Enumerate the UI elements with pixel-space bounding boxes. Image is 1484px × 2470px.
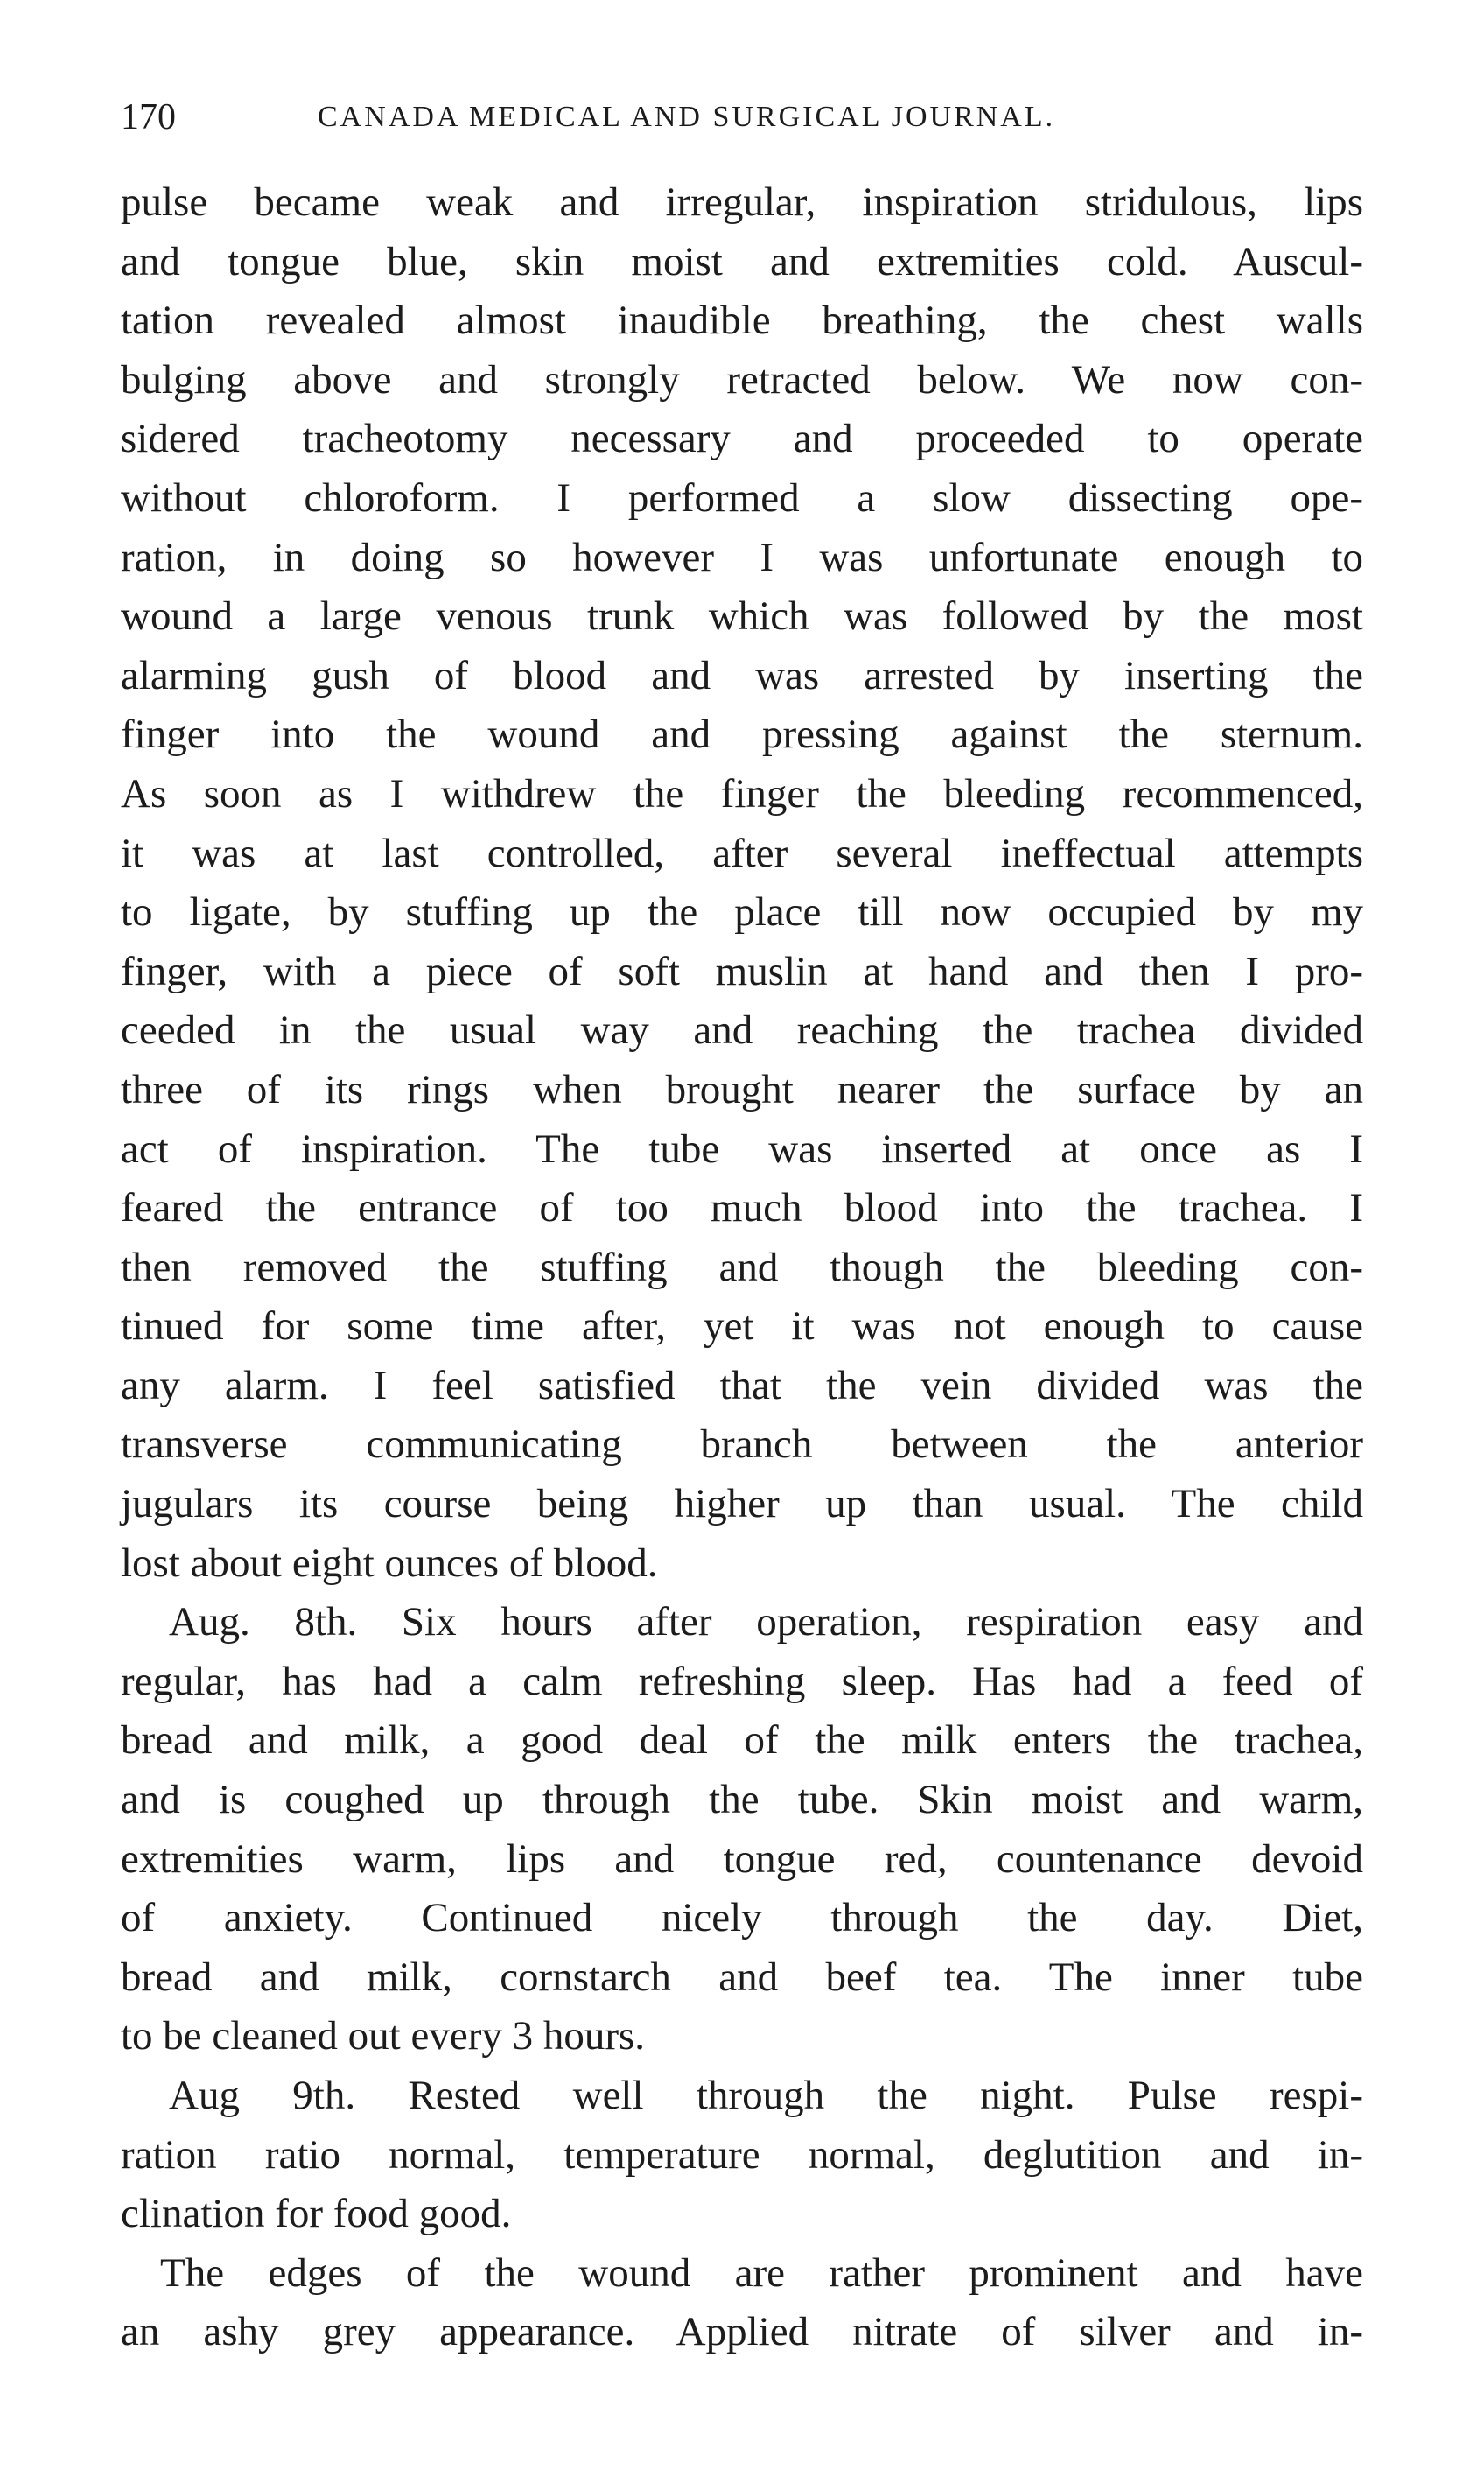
text-line: As soon as I withdrew the finger the bleeding recommenced,	[121, 770, 1363, 817]
text-line: ration ratio normal, temperature normal, deglutition and in-	[121, 2131, 1363, 2178]
text-line: act of inspiration. The tube was inserted at once as I	[121, 1126, 1363, 1172]
page-header	[121, 91, 1363, 144]
text-line: bulging above and strongly retracted below. We now con-	[121, 356, 1363, 403]
body-text	[121, 173, 1363, 2362]
text-line: jugulars its course being higher up than usual. The child	[121, 1481, 1363, 1527]
text-line: and tongue blue, skin moist and extremities cold. Auscul-	[121, 238, 1363, 284]
text-line: pulse became weak and irregular, inspiration stridulous, lips	[121, 179, 1363, 225]
text-line: sidered tracheotomy necessary and proceeded to operate	[121, 416, 1363, 462]
text-line: to be cleaned out every 3 hours.	[121, 2013, 646, 2060]
text-line: ration, in doing so however I was unfortunate enough to	[121, 534, 1363, 580]
text-line: bread and milk, cornstarch and beef tea. The inner tube	[121, 1954, 1363, 2000]
text-line: regular, has had a calm refreshing sleep. Has had a feed of	[121, 1658, 1363, 1704]
text-line: it was at last controlled, after several ineffectual attempts	[121, 830, 1363, 876]
text-line: finger, with a piece of soft muslin at hand and then I pro-	[121, 948, 1363, 994]
text-line: lost about eight ounces of blood.	[121, 1540, 658, 1586]
text-line: without chloroform. I performed a slow dissecting ope-	[121, 474, 1363, 521]
text-line: finger into the wound and pressing against the sternum.	[121, 712, 1363, 758]
text-line: then removed the stuffing and though the bleeding con-	[121, 1244, 1363, 1290]
text-line: tation revealed almost inaudible breathing, the chest walls	[121, 298, 1363, 344]
text-line: extremities warm, lips and tongue red, countenance devoid	[121, 1835, 1363, 1882]
text-line: bread and milk, a good deal of the milk enters the trachea,	[121, 1717, 1363, 1764]
text-line: Aug. 8th. Six hours after operation, respiration easy and	[169, 1599, 1363, 1645]
text-line: alarming gush of blood and was arrested by inserting the	[121, 652, 1363, 698]
text-line: wound a large venous trunk which was followed by the most	[121, 593, 1363, 640]
running-head: CANADA MEDICAL AND SURGICAL JOURNAL.	[318, 101, 1056, 133]
text-line: of anxiety. Continued nicely through the day. Diet,	[121, 1895, 1363, 1941]
text-line: clination for food good.	[121, 2191, 512, 2237]
text-line: feared the entrance of too much blood into the trachea. I	[121, 1185, 1363, 1231]
text-line: three of its rings when brought nearer the surface by an	[121, 1066, 1363, 1112]
text-line: transverse communicating branch between the anterior	[121, 1421, 1363, 1468]
text-line: any alarm. I feel satisfied that the vein divided was the	[121, 1362, 1363, 1408]
text-line: an ashy grey appearance. Applied nitrate of silver and in-	[121, 2309, 1363, 2355]
text-line: The edges of the wound are rather prominent and have	[160, 2249, 1363, 2296]
text-line: Aug 9th. Rested well through the night. Pulse respi-	[169, 2073, 1363, 2118]
text-line: and is coughed up through the tube. Skin moist and warm,	[121, 1777, 1363, 1823]
page-number: 170	[121, 97, 176, 137]
text-line: tinued for some time after, yet it was not enough to cause	[121, 1303, 1363, 1350]
text-line: to ligate, by stuffing up the place till now occupied by my	[121, 889, 1363, 936]
text-line: ceeded in the usual way and reaching the trachea divided	[121, 1007, 1363, 1054]
